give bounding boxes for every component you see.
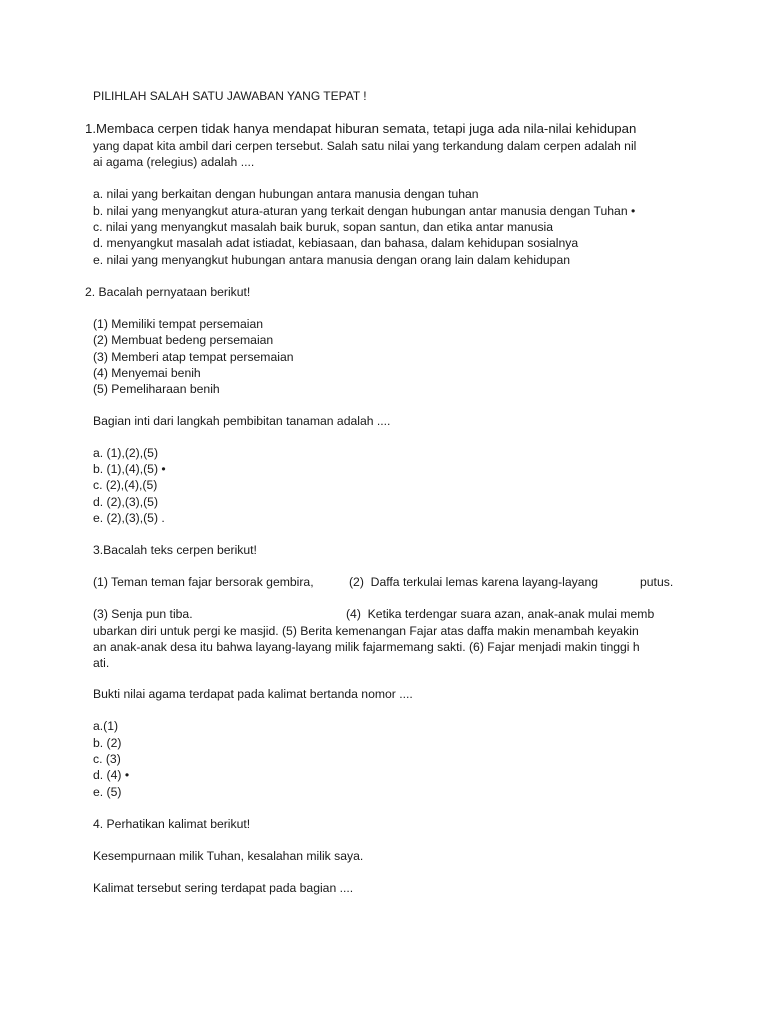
q3-text-line-2: an anak-anak desa itu bahwa layang-layang milik fajarmemang sakti. (6) Fajar menjadi makin tinggi h xyxy=(93,640,640,654)
q3-sentence-1: (1) Teman teman fajar bersorak gembira, xyxy=(93,575,314,589)
q2-statement-1: (1) Memiliki tempat persemaian xyxy=(93,317,264,331)
q2-statement-4: (4) Menyemai benih xyxy=(93,366,201,380)
q2-question: Bagian inti dari langkah pembibitan tanaman adalah .... xyxy=(93,414,391,428)
q4-sentence: Kesempurnaan milik Tuhan, kesalahan milik saya. xyxy=(93,849,364,863)
q1-option-e: e. nilai yang menyangkut hubungan antara manusia dengan orang lain dalam kehidupan xyxy=(93,253,571,267)
q4-intro: 4. Perhatikan kalimat berikut! xyxy=(93,817,251,831)
q2-option-b: b. (1),(4),(5) • xyxy=(93,462,166,476)
q2-statement-3: (3) Memberi atap tempat persemaian xyxy=(93,350,294,364)
q1-option-a: a. nilai yang berkaitan dengan hubungan antara manusia dengan tuhan xyxy=(93,187,479,201)
q2-statement-5: (5) Pemeliharaan benih xyxy=(93,382,220,396)
q3-option-c: c. (3) xyxy=(93,752,121,766)
q3-sentence-4: (4) Ketika terdengar suara azan, anak-anak mulai memb xyxy=(346,607,655,621)
q1-text-line-2: yang dapat kita ambil dari cerpen tersebut. Salah satu nilai yang terkandung dalam cerpen adalah nil xyxy=(93,139,637,153)
q3-question: Bukti nilai agama terdapat pada kalimat bertanda nomor .... xyxy=(93,687,413,701)
page-heading: PILIHLAH SALAH SATU JAWABAN YANG TEPAT ! xyxy=(93,89,367,103)
q3-option-b: b. (2) xyxy=(93,736,122,750)
q3-sentence-2: (2) Daffa terkulai lemas karena layang-layang xyxy=(349,575,599,589)
q2-option-d: d. (2),(3),(5) xyxy=(93,495,159,509)
q3-text-line-1: ubarkan diri untuk pergi ke masjid. (5) Berita kemenangan Fajar atas daffa makin menambah keyakin xyxy=(93,624,639,638)
q2-option-e: e. (2),(3),(5) . xyxy=(93,511,165,525)
q1-option-d: d. menyangkut masalah adat istiadat, kebiasaan, dan bahasa, dalam kehidupan sosialnya xyxy=(93,236,579,250)
q3-sentence-2-end: putus. xyxy=(640,575,674,589)
q3-intro: 3.Bacalah teks cerpen berikut! xyxy=(93,543,257,557)
q1-text-line-1: 1.Membaca cerpen tidak hanya mendapat hiburan semata, tetapi juga ada nila-nilai kehidupan xyxy=(85,121,637,136)
q2-option-a: a. (1),(2),(5) xyxy=(93,446,159,460)
q3-option-a: a.(1) xyxy=(93,719,119,733)
q2-option-c: c. (2),(4),(5) xyxy=(93,478,158,492)
q1-option-c: c. nilai yang menyangkut masalah baik buruk, sopan santun, dan etika antar manusia xyxy=(93,220,554,234)
q1-option-b: b. nilai yang menyangkut atura-aturan yang terkait dengan hubungan antar manusia dengan Tuhan • xyxy=(93,204,636,218)
q3-text-line-3: ati. xyxy=(93,656,110,670)
q4-question: Kalimat tersebut sering terdapat pada bagian .... xyxy=(93,881,354,895)
q1-text-line-3: ai agama (relegius) adalah .... xyxy=(93,155,255,169)
q2-statement-2: (2) Membuat bedeng persemaian xyxy=(93,333,274,347)
q3-option-e: e. (5) xyxy=(93,785,122,799)
q3-option-d: d. (4) • xyxy=(93,768,130,782)
q2-intro: 2. Bacalah pernyataan berikut! xyxy=(85,285,251,299)
q3-sentence-3: (3) Senja pun tiba. xyxy=(93,607,193,621)
